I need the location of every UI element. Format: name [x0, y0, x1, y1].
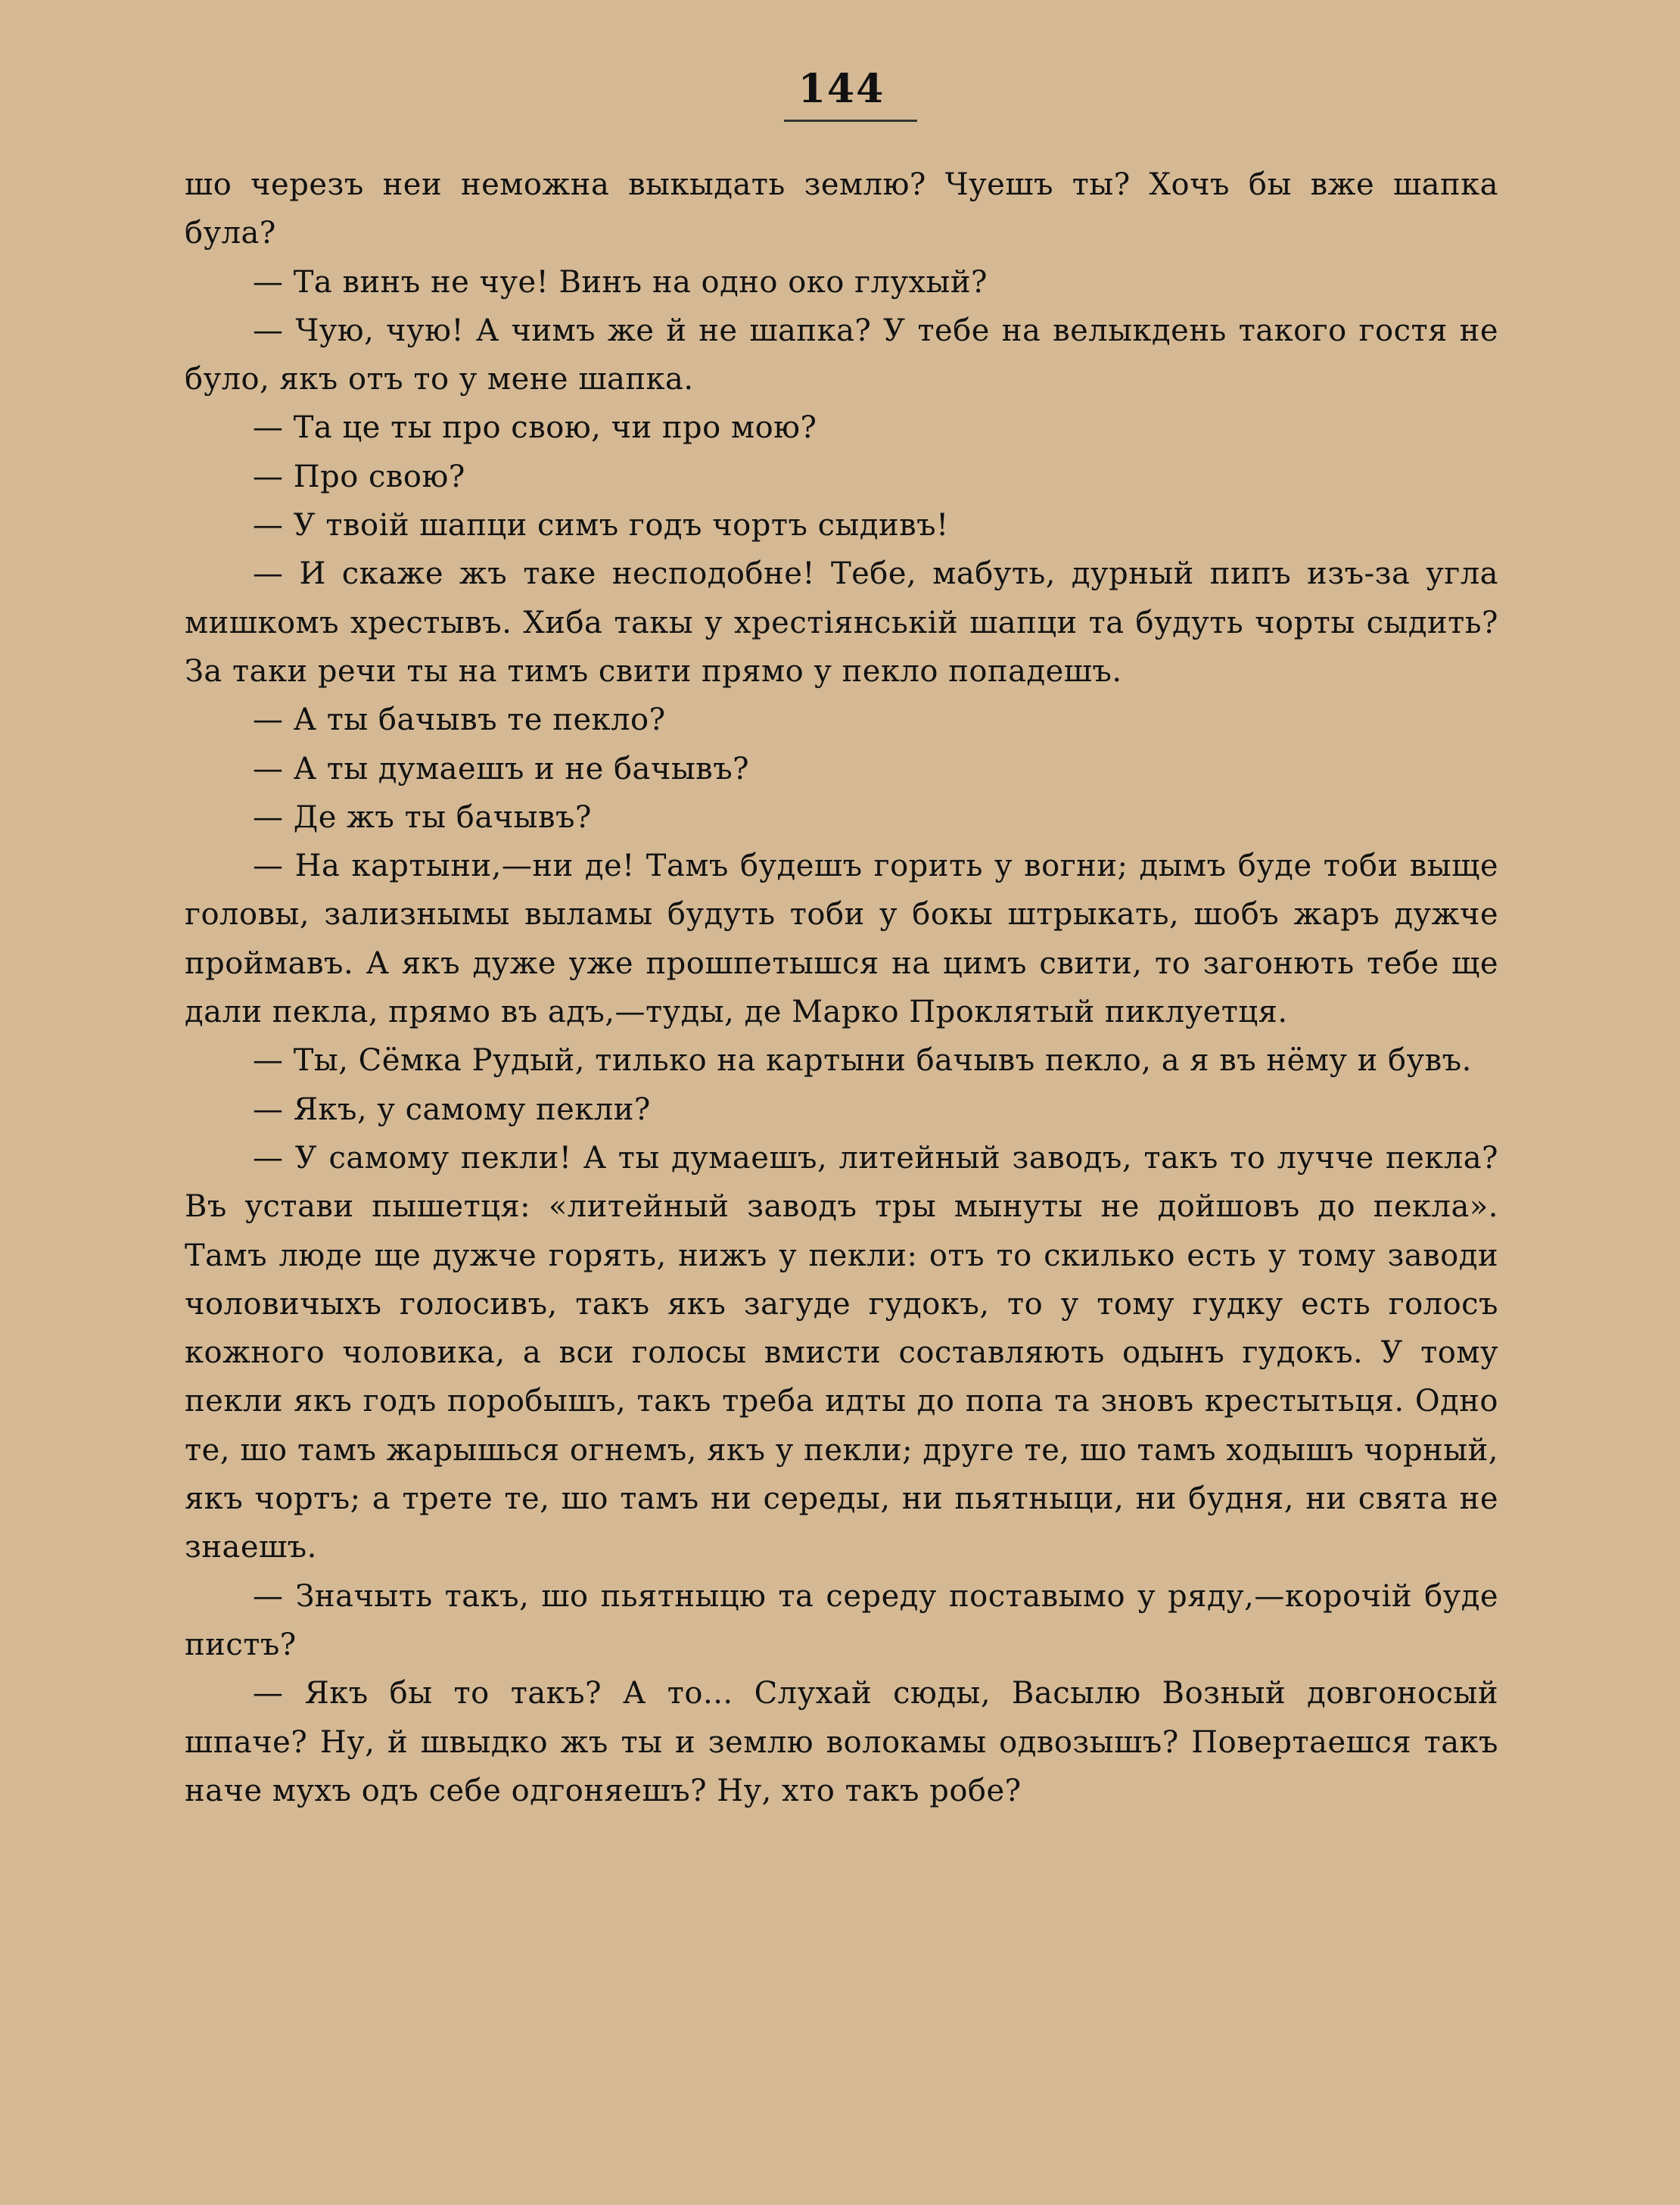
body-text — [185, 160, 1498, 1815]
book-page — [185, 0, 1498, 2205]
paragraph: — А ты бачывъ те пекло? — [253, 702, 666, 738]
page-number: 144 — [798, 66, 885, 112]
page-number-rule — [784, 120, 917, 122]
paragraph: — Чую, чую! А чимъ же й не шапка? У тебе на велыкдень такого гостя не було, якъ отъ то у мене шапка. — [185, 313, 1498, 397]
paragraph: — Якъ бы то такъ? А то... Слухай сюды, Васылю Возный довгоносый шпаче? Ну, й швыдко жъ ты и землю волокамы одвозышъ? Повертаешся такъ наче мухъ одъ себе одгоняешъ? Ну, хто такъ робе? — [185, 1676, 1498, 1808]
paragraph: — Та винъ не чуе! Винъ на одно око глухый? — [253, 264, 988, 300]
paragraph: — Якъ, у самому пекли? — [253, 1092, 651, 1127]
paragraph: — Про свою? — [253, 459, 465, 494]
paragraph: — Та це ты про свою, чи про мою? — [253, 410, 817, 446]
paragraph: — И скаже жъ таке несподобне! Тебе, мабуть, дурный пипъ изъ-за угла мишкомъ хрестывъ. Хиба такы у хрестiянськiй шапци та будуть чорты сыдить? За таки речи ты на тимъ свити прямо у пекло попадешъ. — [185, 556, 1498, 689]
paragraph: шо черезъ неи неможна выкыдать землю? Чуешъ ты? Хочъ бы вже шапка була? — [185, 167, 1498, 251]
paragraph: — Значыть такъ, шо пьятныцю та середу поставымо у ряду,—корочiй буде пистъ? — [185, 1578, 1498, 1662]
paragraph: — А ты думаешъ и не бачывъ? — [253, 751, 750, 786]
paragraph: — У твоiй шапци симъ годъ чортъ сыдивъ! — [253, 508, 949, 543]
paragraph: — Ты, Сёмка Рудый, тилько на картыни бачывъ пекло, а я въ нёму и бувъ. — [253, 1043, 1472, 1079]
paragraph: — На картыни,—ни де! Тамъ будешъ горить у вогни; дымъ буде тоби выще головы, зализнымы выламы будуть тоби у бокы штрыкать, шобъ жаръ дужче проймавъ. А якъ дуже уже прошпетышся на цимъ свити, то загонють тебе ще дали пекла, прямо въ адъ,—туды, де Марко Проклятый пиклуетця. — [185, 849, 1498, 1030]
paragraph: — У самому пекли! А ты думаешъ, литейный заводъ, такъ то лучче пекла? Въ устави пышетця: «литейный заводъ тры мынуты не дойшовъ до пекла». Тамъ люде ще дужче горять, нижъ у пекли: отъ то скилько есть у тому заводи чоловичыхъ голосивъ, такъ якъ загуде гудокъ, то у тому гудку есть голосъ кожного чоловика, а вси голосы вмисти составляють одынъ гудокъ. У тому пекли якъ годъ поробышъ, такъ треба идты до попа та зновъ крестытьця. Одно те, шо тамъ жарышься огнемъ, якъ у пекли; друге те, шо тамъ ходышъ чорный, якъ чортъ; а трете те, шо тамъ ни середы, ни пьятныци, ни будня, ни свята не знаешъ. — [185, 1140, 1498, 1565]
paragraph: — Де жъ ты бачывъ? — [253, 799, 592, 835]
